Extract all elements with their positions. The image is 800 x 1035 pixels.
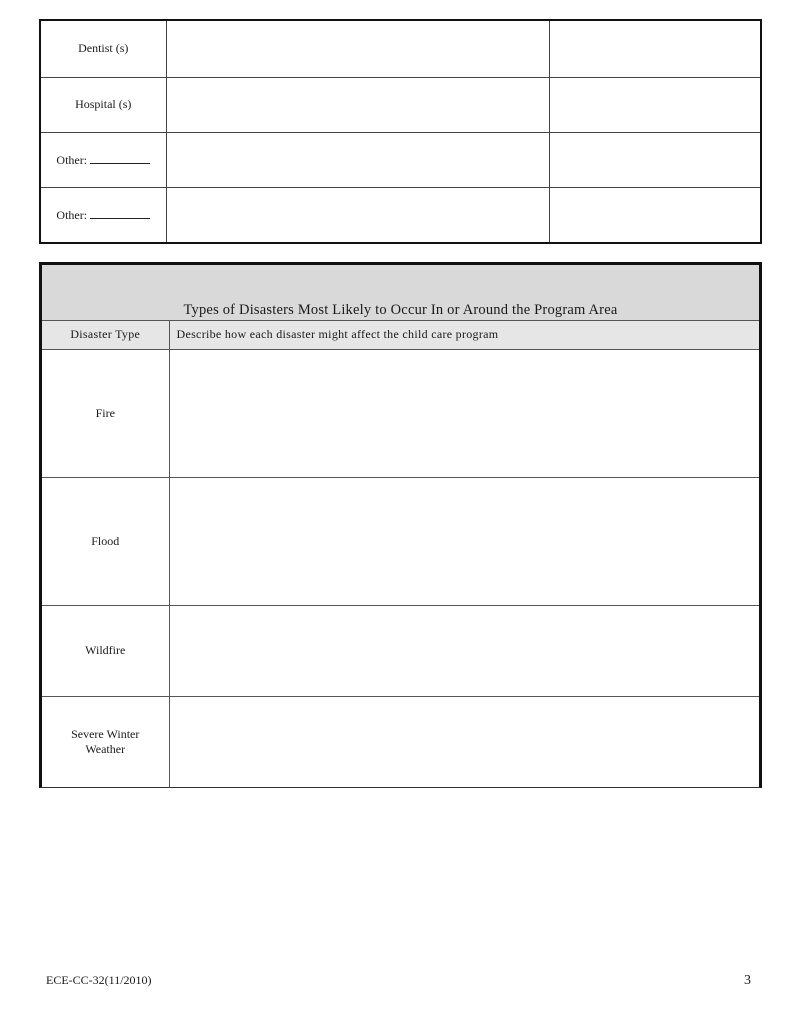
description-header: Describe how each disaster might affect the child care program <box>169 320 759 349</box>
disaster-type-cell <box>42 696 169 787</box>
disaster-type-label-line2: Weather <box>85 741 126 756</box>
disaster-type-label: Severe Winter <box>71 726 140 741</box>
phone-field[interactable] <box>549 77 760 132</box>
phone-field[interactable] <box>549 21 760 77</box>
phone-field[interactable] <box>549 132 760 187</box>
row-label-cell <box>41 21 166 77</box>
form-code: ECE-CC-32(11/2010) <box>46 973 152 987</box>
table-row <box>42 605 759 696</box>
row-label: Hospital (s) <box>75 97 132 111</box>
disasters-table-title: Types of Disasters Most Likely to Occur In or Around the Program Area <box>42 265 759 320</box>
disaster-type-cell <box>42 605 169 696</box>
disaster-description-field[interactable] <box>169 477 759 605</box>
phone-field[interactable] <box>549 187 760 242</box>
other-blank-line[interactable] <box>90 152 150 164</box>
disaster-type-cell <box>42 477 169 605</box>
disasters-table <box>39 262 762 788</box>
row-label-cell <box>41 77 166 132</box>
table-row <box>42 477 759 605</box>
row-label: Dentist (s) <box>78 41 129 56</box>
table-row <box>41 132 760 187</box>
disaster-type-label: Fire <box>95 405 115 420</box>
row-label-cell <box>41 187 166 242</box>
row-label: Other: <box>56 152 88 167</box>
disaster-type-header: Disaster Type <box>42 320 169 349</box>
table-row <box>42 349 759 477</box>
table-row <box>41 187 760 242</box>
table-row <box>41 21 760 77</box>
disaster-description-field[interactable] <box>169 605 759 696</box>
name-field[interactable] <box>166 77 549 132</box>
row-label-cell <box>41 132 166 187</box>
table-row <box>42 696 759 787</box>
disaster-description-field[interactable] <box>169 349 759 477</box>
disaster-type-label: Flood <box>91 533 120 548</box>
title-row <box>42 265 759 320</box>
table-row <box>41 77 760 132</box>
row-label: Other: <box>56 207 88 222</box>
disaster-type-label: Wildfire <box>85 643 126 657</box>
header-row <box>42 320 759 349</box>
contacts-table <box>39 19 762 244</box>
name-field[interactable] <box>166 132 549 187</box>
disaster-type-cell <box>42 349 169 477</box>
page-number: 3 <box>744 973 751 988</box>
disaster-description-field[interactable] <box>169 696 759 787</box>
other-blank-line[interactable] <box>90 207 150 219</box>
name-field[interactable] <box>166 21 549 77</box>
name-field[interactable] <box>166 187 549 242</box>
